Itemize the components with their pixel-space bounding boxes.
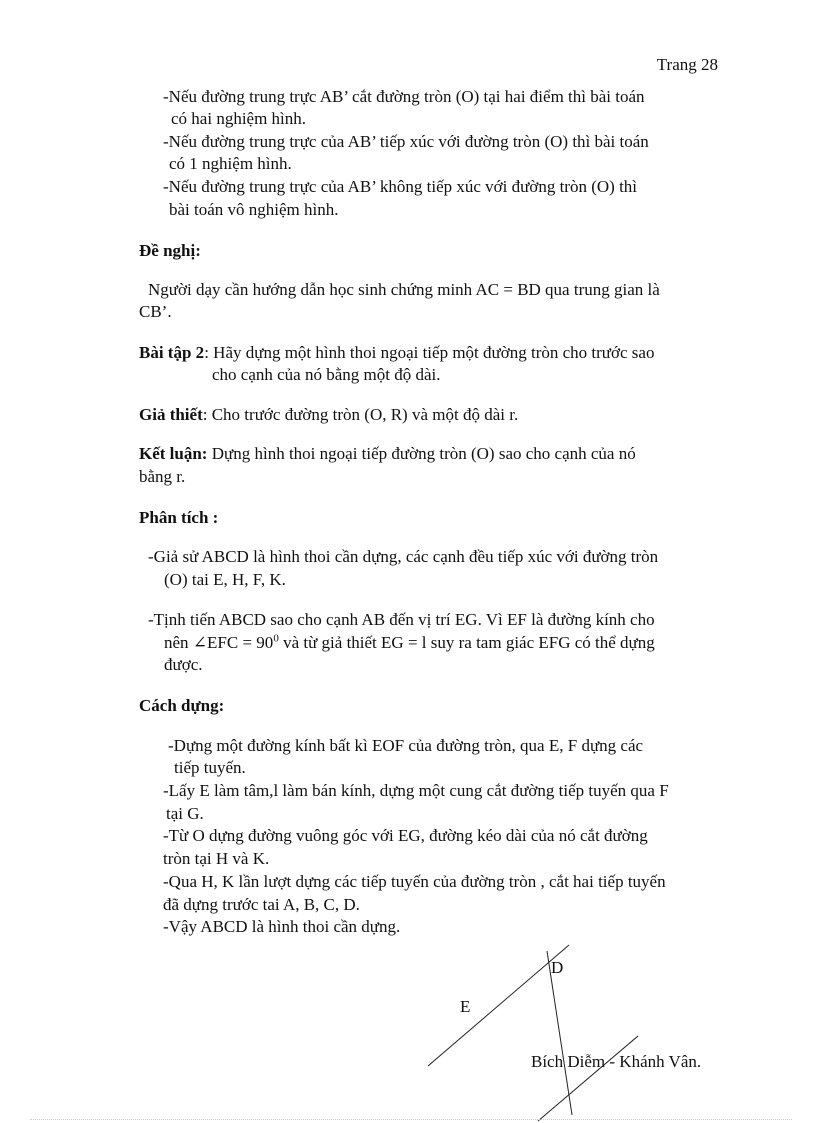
ket-luan-label: Kết luận:: [139, 444, 208, 463]
de-nghi-heading: Đề nghị:: [139, 241, 201, 260]
degree-superscript: 0: [273, 632, 279, 645]
bai-tap-label: Bài tập 2: [139, 343, 205, 362]
bai-tap-text: : Hãy dựng một hình thoi ngoại tiếp một đường tròn cho trước sao: [204, 343, 655, 362]
ket-luan-line-2: bằng r.: [139, 467, 186, 486]
phan-tich-p2-line-3: được.: [164, 655, 203, 674]
figure-line-3: [538, 1036, 638, 1121]
footer-authors: Bích Diễm - Khánh Vân.: [531, 1052, 702, 1071]
figure-line-1: [428, 945, 569, 1066]
case-2-line-2: có 1 nghiệm hình.: [169, 154, 292, 173]
cach-dung-line-4: tại G.: [166, 804, 204, 823]
page-number: Trang 28: [656, 55, 718, 74]
case-2-line-1: -Nếu đường trung trực của AB’ tiếp xúc với đường tròn (O) thì bài toán: [163, 132, 649, 151]
phan-tich-p2-text-a: nên ∠EFC = 90: [164, 633, 274, 652]
figure-label-d: D: [551, 958, 564, 977]
cach-dung-line-2: tiếp tuyến.: [174, 758, 246, 777]
gia-thiet-label: Giả thiết: [139, 405, 203, 424]
cach-dung-line-6: tròn tại H và K.: [163, 849, 270, 868]
case-3-line-1: -Nếu đường trung trực của AB’ không tiếp xúc với đường tròn (O) thì: [163, 177, 638, 196]
phan-tich-p2-text-b: và từ giả thiết EG = l suy ra tam giác EFG có thể dựng: [278, 633, 655, 652]
figure-label-e: E: [460, 997, 471, 1016]
case-1-line-1: -Nếu đường trung trực AB’ cắt đường tròn (O) tại hai điểm thì bài toán: [163, 87, 645, 106]
bai-tap-line-2: cho cạnh của nó bằng một độ dài.: [212, 365, 441, 384]
bottom-dotted-rule: [30, 1119, 792, 1120]
cach-dung-line-1: -Dựng một đường kính bất kì EOF của đường tròn, qua E, F dựng các: [168, 736, 644, 755]
gia-thiet-text: : Cho trước đường tròn (O, R) và một độ dài r.: [202, 405, 519, 424]
de-nghi-line-2: CB’.: [139, 302, 172, 321]
case-1-line-2: có hai nghiệm hình.: [171, 109, 307, 128]
cach-dung-line-9: -Vậy ABCD là hình thoi cần dựng.: [163, 917, 401, 936]
phan-tich-heading: Phân tích :: [139, 508, 219, 527]
cach-dung-line-3: -Lấy E làm tâm,l làm bán kính, dựng một cung cắt đường tiếp tuyến qua F: [163, 781, 669, 800]
cach-dung-line-5: -Từ O dựng đường vuông góc với EG, đường kéo dài của nó cắt đường: [163, 826, 648, 845]
phan-tich-p2-line-1: -Tịnh tiến ABCD sao cho cạnh AB đến vị trí EG. Vì EF là đường kính cho: [148, 610, 655, 629]
case-3-line-2: bài toán vô nghiệm hình.: [169, 200, 339, 219]
phan-tich-p1-line-2: (O) tai E, H, F, K.: [164, 570, 286, 589]
phan-tich-p1-line-1: -Giả sử ABCD là hình thoi cần dựng, các cạnh đều tiếp xúc với đường tròn: [148, 547, 659, 566]
ket-luan-text: Dựng hình thoi ngoại tiếp đường tròn (O) sao cho cạnh của nó: [207, 444, 636, 463]
cach-dung-heading: Cách dựng:: [139, 696, 225, 715]
de-nghi-line-1: Người dạy cần hướng dẫn học sinh chứng minh AC = BD qua trung gian là: [148, 280, 660, 299]
cach-dung-line-8: đã dựng trước tai A, B, C, D.: [163, 895, 360, 914]
cach-dung-line-7: -Qua H, K lần lượt dựng các tiếp tuyến của đường tròn , cắt hai tiếp tuyến: [163, 872, 666, 891]
